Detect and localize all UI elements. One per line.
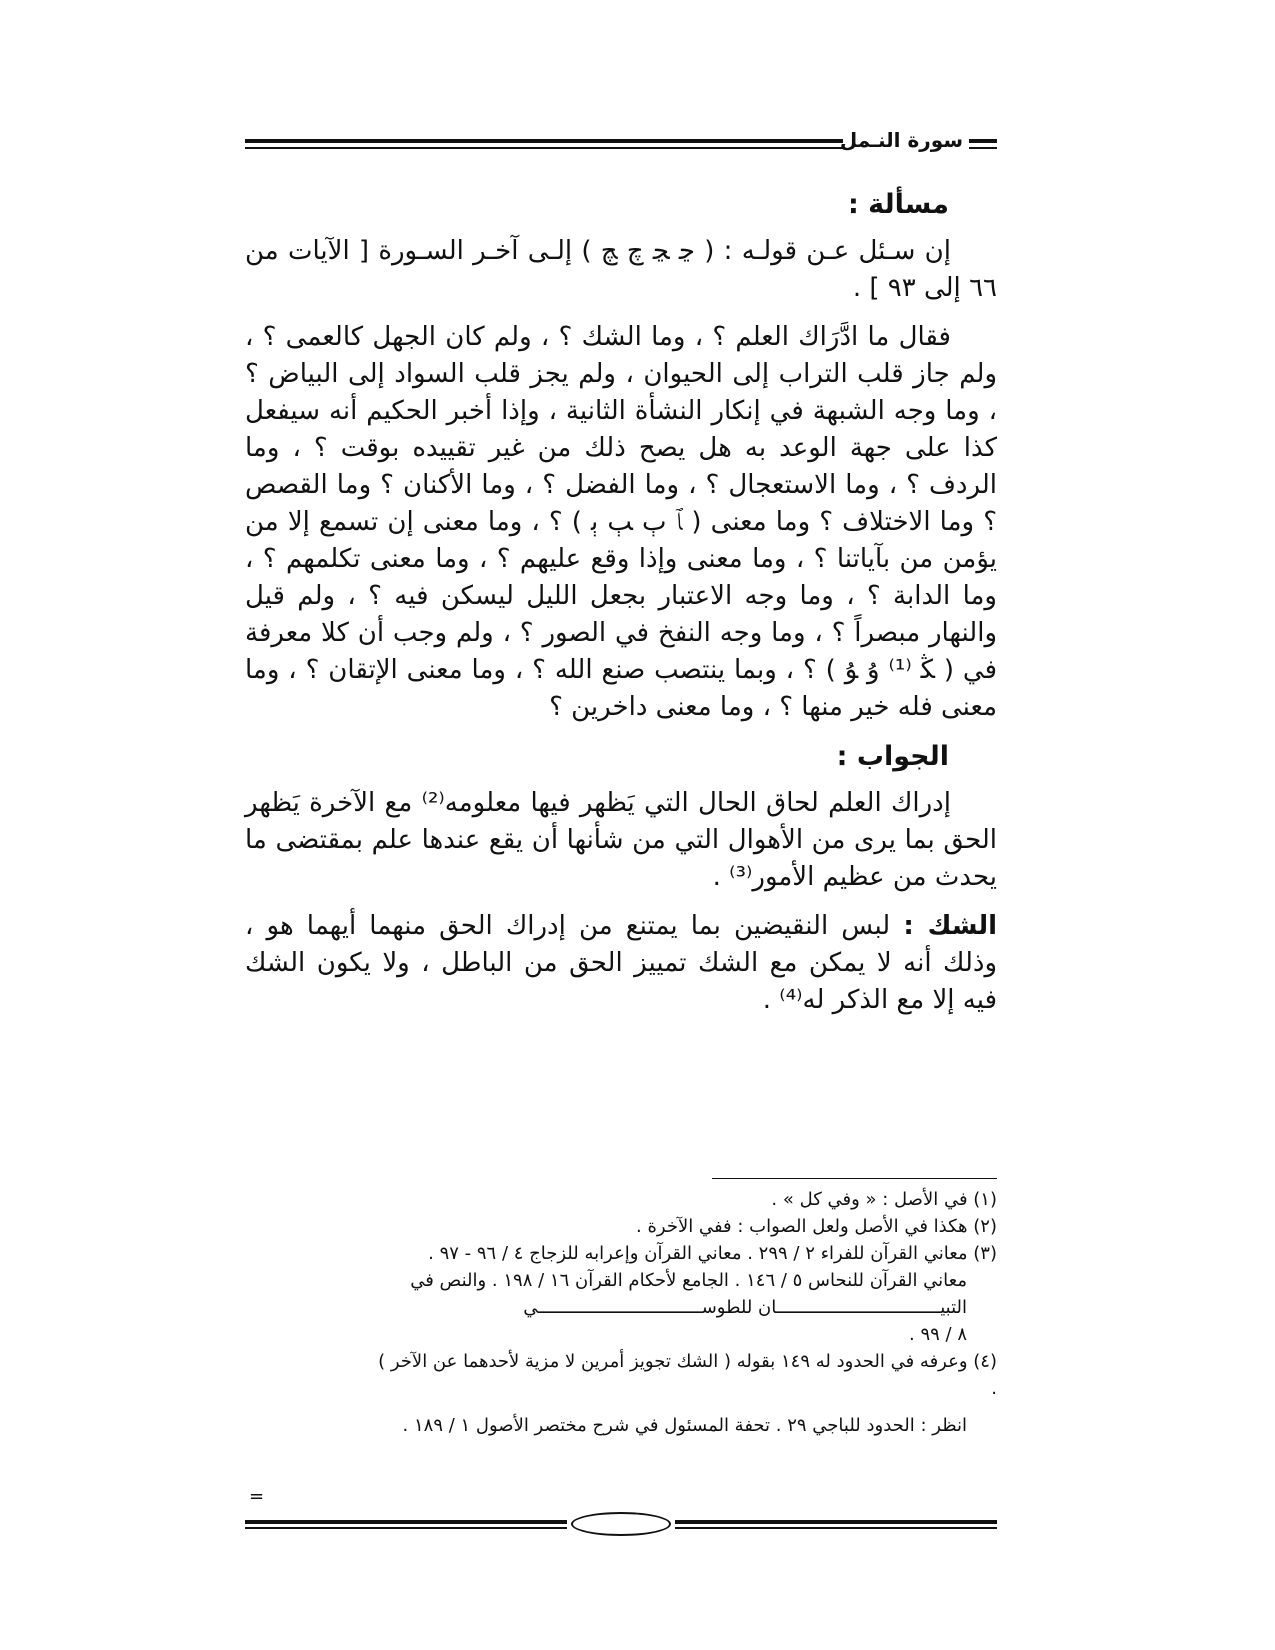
bottom-rule-right [675, 1520, 997, 1529]
surah-title: سورة النـمل [839, 128, 963, 152]
footnote-3-line3: التبيـــــــــــــــــــــــــــــــان للطوســـــــــــــــــــــــــــــــي [523, 1297, 967, 1318]
footnote-3: (٣) معاني القرآن للفراء ٢ / ٢٩٩ . معاني القرآن وإعرابه للزجاج ٤ / ٩٦ - ٩٧ . [428, 1243, 997, 1264]
page-number-oval [571, 1512, 671, 1536]
footnotes [245, 1186, 997, 1439]
header-rule [245, 139, 843, 149]
bottom-ornament [245, 1510, 997, 1540]
main-text [245, 180, 997, 1031]
question-list: فقال ما ادَّرَاك العلم ؟ ، وما الشك ؟ ، ولم كان الجهل كالعمى ؟ ، ولم جاز قلب التراب إلى الحيوان ، ولم يجز قلب السواد إلى البياض ؟ ، وما وجه الشبهة في إنكار النشأة الثانية ، وإذا أخبر الحكيم أنه سيفعل كذا على جهة الوعد به هل يصح ذلك من غير تقييده بوقت ؟ ، وما الردف ؟ ، وما الاستعجال ؟ ، وما الفضل ؟ ، وما الأكنان ؟ وما القصص ؟ وما الاختلاف ؟ وما معنى ( ﭑ ﭒ ﭓ ﭔ ) ؟ ، وما معنى إن تسمع إلا من يؤمن من بآياتنا ؟ ، وما معنى وإذا وقع عليهم ؟ ، وما معنى تكلمهم ؟ ، وما الدابة ؟ ، وما وجه الاعتبار بجعل الليل ليسكن فيه ؟ ، ولم قيل والنهار مبصراً ؟ ، وما وجه النفخ في الصور ؟ ، ولم وجب أن كلا معرفة في ( ﯖ ⁽¹⁾ ﯗ ﯘ ) ؟ ، وبما ينتصب صنع الله ؟ ، وما معنى الإتقان ؟ ، وما معنى فله خير منها ؟ ، وما معنى داخرين ؟ [245, 322, 998, 722]
bottom-rule-left [245, 1520, 567, 1529]
continuation-mark: = [249, 1486, 265, 1507]
footnote-1: (١) في الأصل : « وفي كل » . [771, 1189, 997, 1210]
footnote-3-line2: معاني القرآن للنحاس ٥ / ١٤٦ . الجامع لأحكام القرآن ١٦ / ١٩٨ . والنص في [410, 1270, 967, 1291]
doubt-label: الشك : [903, 911, 998, 941]
header-rule-short [969, 139, 997, 149]
question-intro: إن سـئل عـن قولـه : ( ﭸ ﭹ ﭺ ﭻ ) إلـى آخـر السـورة [ الآيات من ٦٦ إلى ٩٣ ] . [245, 236, 997, 303]
footnote-4: (٤) وعرفه في الحدود له ١٤٩ بقوله ( الشك تجويز أمرين لا مزية لأحدهما عن الآخر ) [378, 1351, 997, 1372]
doubt-text: لبس النقيضين بما يمتنع من إدراك الحق منهما أيهما هو ، وذلك أنه لا يمكن مع الشك تمييز الحق من الباطل ، ولا يكون الشك فيه إلا مع الذكر له⁽⁴⁾ . [245, 911, 997, 1015]
page-header [245, 128, 997, 158]
footnote-4-line3: انظر : الحدود للباجي ٢٩ . تحفة المسئول في شرح مختصر الأصول ١ / ١٨٩ . [402, 1415, 967, 1436]
footnote-2: (٢) هكذا في الأصل ولعل الصواب : ففي الآخرة . [636, 1216, 997, 1237]
footnote-3-line4: ٨ / ٩٩ . [909, 1324, 967, 1345]
footnote-4-line2: . [991, 1378, 997, 1399]
answer-paragraph: إدراك العلم لحاق الحال التي يَظهر فيها معلومه⁽²⁾ مع الآخرة يَظهر الحق بما يرى من الأهوال التي من شأنها أن يقع عندها علم بمقتضى ما يحدث من عظيم الأمور⁽³⁾ . [245, 788, 997, 892]
answer-heading: الجواب : [836, 741, 949, 772]
question-heading: مسألة : [847, 189, 949, 220]
doubt-paragraph [245, 908, 997, 1019]
footnote-separator [712, 1178, 997, 1179]
